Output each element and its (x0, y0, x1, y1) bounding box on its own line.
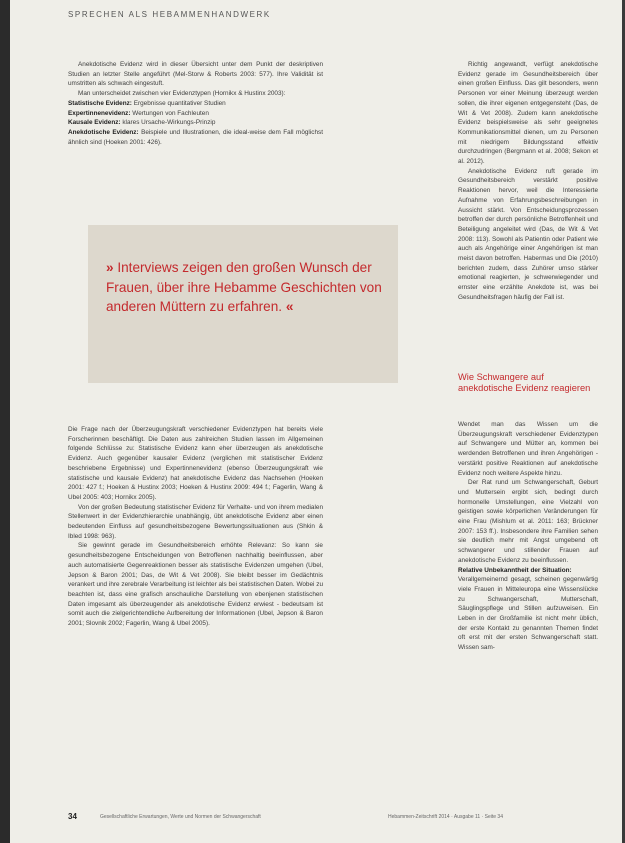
footer-right-text: Hebammen-Zeitschrift 2014 · Ausgabe 11 · Seite 34 (388, 814, 503, 820)
paragraph (68, 99, 323, 109)
paragraph (458, 478, 598, 565)
left-column-bottom (68, 425, 323, 629)
paragraph-label: Anekdotische Evidenz: (68, 128, 139, 136)
magazine-page (10, 0, 622, 843)
paragraph (458, 167, 598, 303)
paragraph-text: Richtig angewandt, verfügt anekdotische Evidenz gerade im Gesundheitsbereich über einen großen Einfluss. Das gilt besonders, wenn Personen vor einer Meinung überzeugt werden sollen, die ihrer eigenen entgegensteht (Das, de Wit & Vet 2008). Zudem kann anekdotische Evidenz beispielsweise als sehr geeignetes Kommunikationsmittel dienen, um zu Personen mit niedrigem Bildungsstand effektiv durchzudringen (Bergmann et al. 2008; Sekon et al. 2012). (458, 61, 598, 166)
paragraph-text: Sie gewinnt gerade im Gesundheitsbereich erhöhte Relevanz: So kann sie gesundheitsbezogene Entscheidungen von Betroffenen nachhaltig beeinflussen, aber auch automatisierte Gegenreaktionen besser als statistische Evidenzen umgehen (Ubel, Jepson & Baron 2001; Das, de Wit & Vet 2008). Sie bleibt besser im Gedächtnis verankert und ihre zerebrale Verarbeitung ist leichter als bei statistischen Daten. Wobei zu beachten ist, dass eine grafisch anschauliche Darstellung von ebenjenen statistischen Daten imgesamt als überzeugender als anekdotische Evidenz erwiest - bedeutsam ist somit auch die zielgerichtendliche Aufbereitung der Informationen (Ubel, Jepson & Baron 2001; Slovnik 2002; Fagerlin, Wang & Ubel 2005). (68, 542, 323, 628)
paragraph-text: Anekdotische Evidenz ruft gerade im Gesundheitsbereich verstärkt positive Reaktionen hervor, weil die Interessierte Aufnahme von Erfahrungsbeschreibungen in Aussicht stärkt. Von Entscheidungsprozessen betroffen der durch persönliche Betroffenheit und Beteiligung angeleitet wird (Das, de Wit & Vet 2008: 113). Sowohl als Patientin oder Patient wie auch als Angehörige einer Angehörigen ist man meist davon betroffen. Habermas und Die (2010) berichten zudem, dass Zuhörer umso stärker emotional reagierten, je schwerwiegender und ernster eine erzählte Anekdote ist, was bei Gesundheitsfragen häufig der Fall ist. (458, 167, 598, 301)
page-number: 34 (68, 812, 77, 821)
footer-left-text: Gesellschaftliche Erwartungen, Werte und Normen der Schwangerschaft (100, 814, 261, 820)
paragraph (68, 425, 323, 503)
paragraph (458, 60, 598, 167)
paragraph-label: Relative Unbekanntheit der Situation: (458, 566, 572, 574)
paragraph-text: Wertungen von Fachleuten (130, 109, 209, 117)
paragraph (68, 60, 323, 89)
running-header: SPRECHEN ALS HEBAMMENHANDWERK (68, 10, 271, 19)
right-column-bottom (458, 420, 598, 653)
paragraph-text: Beispiele und Illustrationen, die ideal-weise dem Fall möglichst ähnlich sind (Hoeken 2001: 426). (68, 128, 323, 146)
paragraph-label: Expertinnenevidenz: (68, 109, 131, 117)
paragraph (458, 566, 598, 653)
section-subheading: Wie Schwangere auf anekdotische Evidenz reagieren (458, 372, 591, 393)
pull-quote-text (106, 258, 391, 317)
right-column-top (458, 60, 598, 303)
binding-edge (0, 0, 10, 843)
paragraph (68, 118, 323, 128)
quote-open-mark: » (106, 260, 114, 275)
paragraph-text: Die Frage nach der Überzeugungskraft verschiedener Evidenztypen hat bereits viele Forscherinnen beschäftigt. Die Daten aus zahlreichen Studien lassen im Allgemeinen folgende Schlüsse zu: Statistische Evidenz kann eher überzeugen als anekdotische Evidenz. Auch gegenüber kausaler Evidenz (verglichen mit statistischer Evidenz beschriebene Ergebnisse) und Expertinnenevidenz (ebenso Überzeugungskraft wie statistische und kausale Evidenz) hat anekdotische Evidenz das Nachsehen (Hoeken 2001: 427 f.; Hoeken & Hustinx 2003; Hoeken & Hustinx 2009: 494 f.; Fagerlin, Wang & Ubel 2005: 403; Hornikx 2005). (68, 426, 323, 501)
paragraph-text: Der Rat rund um Schwangerschaft, Geburt und Muttersein ergibt sich, bedingt durch hormonelle Umstellungen, eine Vielzahl von geistigen sowie körperlichen Veränderungen für eine Frau (Mishlum et al. 2011: 163; Brückner 2007: 153 ff.). Insbesondere ihre Familien sehen sie deutlich mehr mit Angst umgebend oft schwangerer und stillender Frauen auf anekdotische Evidenz zu beeinflussen. (458, 479, 598, 564)
paragraph-text: klares Ursache-Wirkungs-Prinzip (120, 119, 216, 127)
paragraph-text: Verallgemeinernd gesagt, scheinen gegenwärtig viele Frauen in Mitteleuropa eine Wissenslücke zu Schwangerschaft, Mutterschaft, Säuglingspflege und Stillen aufzuweisen. Ein Leben in der Großfamilie ist nicht mehr üblich, der erste Kontakt zu genannten Themen findet oft erst mit der ersten Schwangerschaft statt. Wissen sam- (458, 576, 598, 652)
paragraph-text: Wendet man das Wissen um die Überzeugungskraft verschiedener Evidenztypen auf Schwangere und Mütter an, kommen bei werdenden Betroffenen und ihren Angehörigen - verstärkt positive Reaktionen auf anekdotische Evidenz noch weitere Aspekte hinzu. (458, 421, 598, 477)
paragraph-label: Statistische Evidenz: (68, 99, 132, 107)
paragraph (68, 128, 323, 147)
paragraph-text: Man unterscheidet zwischen vier Evidenztypen (Hornikx & Hustinx 2003): (78, 90, 286, 98)
paragraph (68, 89, 323, 99)
paragraph-text: Ergebnisse quantitativer Studien (131, 99, 226, 107)
paragraph (68, 503, 323, 542)
quote-close-mark: « (285, 299, 294, 314)
paragraph-text: Von der großen Bedeutung statistischer Evidenz für Verhalte- und von ihrem medialen Stellenwert in der Evidenzhierarchie unabhängig, übt anekdotische Evidenz aber einen bedeutenden Einfluss auf gesundheitsbezogene Bewertungssituationen aus (Shkin & Ibled 1998: 963). (68, 503, 323, 540)
paragraph (458, 420, 598, 478)
paragraph-label: Kausale Evidenz: (68, 119, 121, 127)
pull-quote (88, 225, 398, 383)
paragraph (68, 541, 323, 628)
quote-body: Interviews zeigen den großen Wunsch der Frauen, über ihre Hebamme Geschichten von anderen Müttern zu erfahren. (106, 260, 382, 314)
paragraph (68, 109, 323, 119)
left-column-top (68, 60, 323, 147)
paragraph-text: Anekdotische Evidenz wird in dieser Übersicht unter dem Punkt der deskriptiven Studien an letzter Stelle angeführt (Mel-Storw & Roberts 2003: 577). Ihre Validität ist umstritten als schwach eingestuft. (68, 61, 323, 88)
